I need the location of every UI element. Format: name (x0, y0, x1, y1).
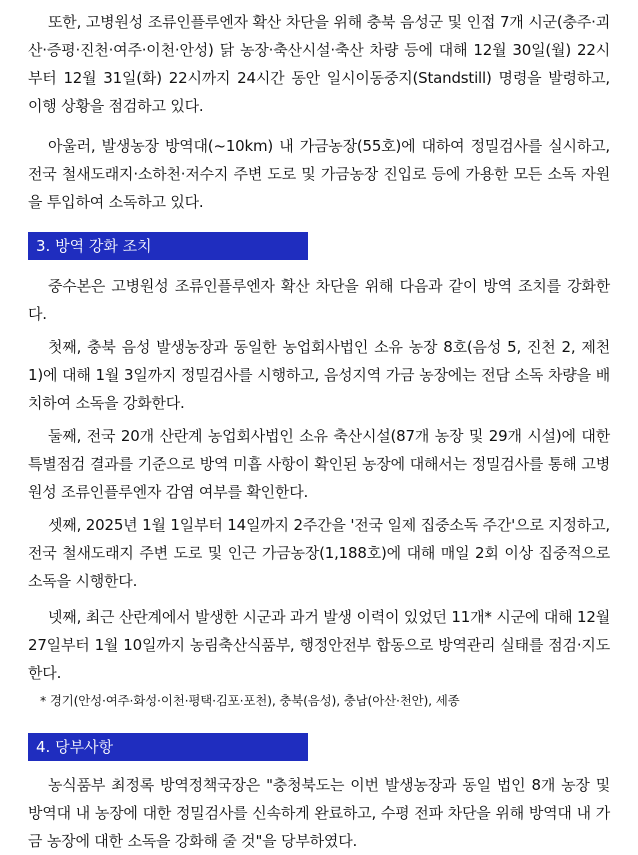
document-page (28, 6, 610, 855)
paragraph-second-measure: 둘째, 전국 20개 산란계 농업회사법인 소유 축산시설(87개 농장 및 29개 시설)에 대한 특별점검 결과를 기준으로 방역 미흡 사항이 확인된 농장에 대해서는 정밀검사를 통해 고병원성 조류인플루엔자 감염 여부를 확인한다. (28, 427, 610, 501)
paragraph-third-measure: 셋째, 2025년 1월 1일부터 14일까지 2주간을 '전국 일제 집중소독 주간'으로 지정하고, 전국 철새도래지 주변 도로 및 인근 가금농장(1,188호)에 대해 매일 2회 이상 집중적으로 소독을 시행한다. (28, 516, 610, 590)
paragraph-standstill-order: 또한, 고병원성 조류인플루엔자 확산 차단을 위해 충북 음성군 및 인접 7개 시군(충주·괴산·증평·진천·여주·이천·안성) 닭 농장·축산시설·축산 차량 등에 대해 12월 30일(월) 22시부터 12월 31일(화) 22시까지 24시간 동안 일시이동중지(Standstill) 명령을 발령하고, 이행 상황을 점검하고 있다. (28, 13, 610, 115)
paragraph-measures-intro: 중수본은 고병원성 조류인플루엔자 확산 차단을 위해 다음과 같이 방역 조치를 강화한다. (28, 277, 610, 323)
paragraph-first-measure: 첫째, 충북 음성 발생농장과 동일한 농업회사법인 소유 농장 8호(음성 5, 진천 2, 제천 1)에 대해 1월 3일까지 정밀검사를 시행하고, 음성지역 가금 농장에는 전담 소독 차량을 배치하여 소독을 강화한다. (28, 338, 610, 412)
section-header-requests: 4. 당부사항 (28, 733, 308, 761)
section-header-quarantine-measures: 3. 방역 강화 조치 (28, 232, 308, 260)
paragraph-inspection-disinfection: 아울러, 발생농장 방역대(~10km) 내 가금농장(55호)에 대하여 정밀검사를 실시하고, 전국 철새도래지·소하천·저수지 주변 도로 및 가금농장 진입로 등에 가용한 모든 소독 자원을 투입하여 소독하고 있다. (28, 137, 610, 211)
paragraph-fourth-measure: 넷째, 최근 산란계에서 발생한 시군과 과거 발생 이력이 있었던 11개* 시군에 대해 12월 27일부터 1월 10일까지 농림축산식품부, 행정안전부 합동으로 방역관리 실태를 점검·지도한다. (28, 608, 610, 682)
footnote-regions: * 경기(안성·여주·화성·이천·평택·김포·포천), 충북(음성), 충남(아산·천안), 세종 (40, 693, 460, 708)
paragraph-director-request: 농식품부 최정록 방역정책국장은 "충청북도는 이번 발생농장과 동일 법인 8개 농장 및 방역대 내 농장에 대한 정밀검사를 신속하게 완료하고, 수평 전파 차단을 위해 방역대 내 가금 농장에 대한 소독을 강화해 줄 것"을 당부하였다. (28, 776, 610, 850)
